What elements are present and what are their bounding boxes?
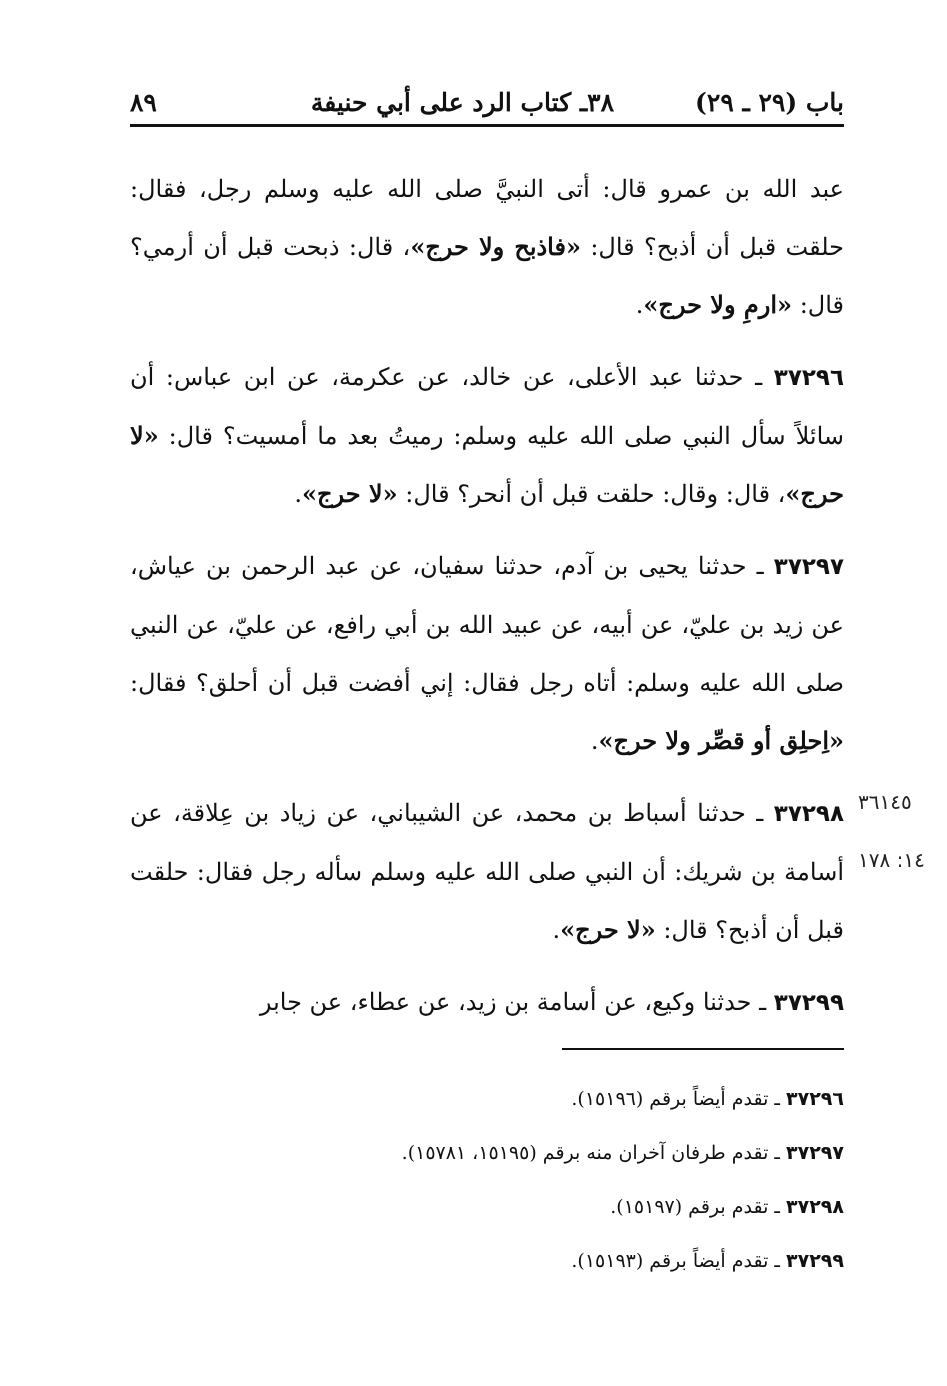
quoted-text: «اِحلِق أو قصِّر ولا حرج» — [598, 726, 844, 755]
hadith-37297 — [130, 537, 844, 770]
page-number: ٨٩ — [130, 88, 157, 117]
text-run: ، قال: ذبحت قبل أن أرمي؟ قال: — [130, 233, 844, 319]
footnotes — [260, 1072, 844, 1288]
footnote-text: ـ تقدم أيضاً برقم (١٥١٩٦). — [571, 1088, 787, 1110]
footnote-item — [260, 1234, 844, 1288]
hadith-37299 — [130, 973, 844, 1032]
quoted-text: «لا حرج» — [560, 915, 656, 944]
footnote-number: ٣٧٢٩٨ — [786, 1196, 844, 1218]
footnote-item — [260, 1126, 844, 1180]
footnote-text: ـ تقدم برقم (١٥١٩٧). — [610, 1196, 787, 1218]
footnote-number: ٣٧٢٩٧ — [786, 1142, 844, 1164]
text-run: ـ حدثنا يحيى بن آدم، حدثنا سفيان، عن عبد الرحمن بن عياش، عن زيد بن عليّ، عن أبيه، عن عبيد الله بن أبي رافع، عن عليّ، عن النبي صلى الله عليه وسلم: أتاه رجل فقال: إني أفضت قبل أن أحلق؟ فقال: — [130, 552, 844, 697]
hadith-number: ٣٧٢٩٦ — [773, 365, 844, 391]
header-divider — [130, 124, 844, 127]
hadith-number: ٣٧٢٩٩ — [773, 990, 844, 1016]
footnote-item — [260, 1180, 844, 1234]
main-text — [130, 160, 844, 1046]
text-run: ـ حدثنا عبد الأعلى، عن خالد، عن عكرمة، عن ابن عباس: أن سائلاً سأل النبي صلى الله عليه وسلم: رميتُ بعد ما أمسيت؟ قال: — [130, 363, 844, 450]
footnote-text: ـ تقدم أيضاً برقم (١٥١٩٣). — [571, 1250, 787, 1272]
text-run: . — [294, 480, 302, 508]
quoted-text: «ارمِ ولا حرج» — [643, 290, 793, 319]
hadith-number: ٣٧٢٩٧ — [773, 554, 844, 580]
book-heading: ٣٨ـ كتاب الرد على أبي حنيفة — [310, 88, 614, 117]
hadith-number: ٣٧٢٩٨ — [773, 801, 844, 827]
quoted-text: «فاذبح ولا حرج» — [410, 232, 581, 261]
text-run: . — [590, 727, 599, 755]
text-run: ـ حدثنا أسباط بن محمد، عن الشيباني، عن زياد بن عِلاقة، عن أسامة بن شريك: أن النبي صلى الله عليه وسلم سأله رجل فقال: حلقت قبل أن أذبح؟ قال: — [130, 799, 844, 944]
page-header — [130, 82, 844, 122]
hadith-37296 — [130, 348, 844, 523]
text-run: . — [635, 291, 644, 319]
footnote-text: ـ تقدم طرفان آخران منه برقم (١٥١٩٥، ١٥٧٨١). — [401, 1142, 787, 1164]
chapter-heading: باب (٢٩ ـ ٢٩) — [695, 88, 844, 117]
text-run: ـ حدثنا وكيع، عن أسامة بن زيد، عن عطاء، عن جابر — [259, 988, 774, 1016]
footnote-item — [260, 1072, 844, 1126]
text-run: عبد الله بن عمرو قال: أتى النبيَّ صلى الله عليه وسلم رجل، فقال: حلقت قبل أن أذبح؟ قال: — [130, 175, 845, 261]
hadith-37298 — [130, 784, 844, 959]
footnote-number: ٣٧٢٩٩ — [786, 1250, 844, 1272]
margin-reference: ١٤: ١٧٨ — [858, 848, 925, 872]
text-run: ، قال: وقال: حلقت قبل أن أنحر؟ قال: — [397, 480, 786, 508]
text-run: . — [552, 916, 561, 944]
quoted-text: «لا حرج» — [302, 479, 398, 508]
margin-reference: ٣٦١٤٥ — [858, 790, 912, 814]
paragraph-continuation — [130, 160, 844, 334]
quoted-text: «لا حرج» — [130, 421, 844, 508]
footnote-number: ٣٧٢٩٦ — [786, 1088, 844, 1110]
footnote-divider — [562, 1048, 844, 1050]
